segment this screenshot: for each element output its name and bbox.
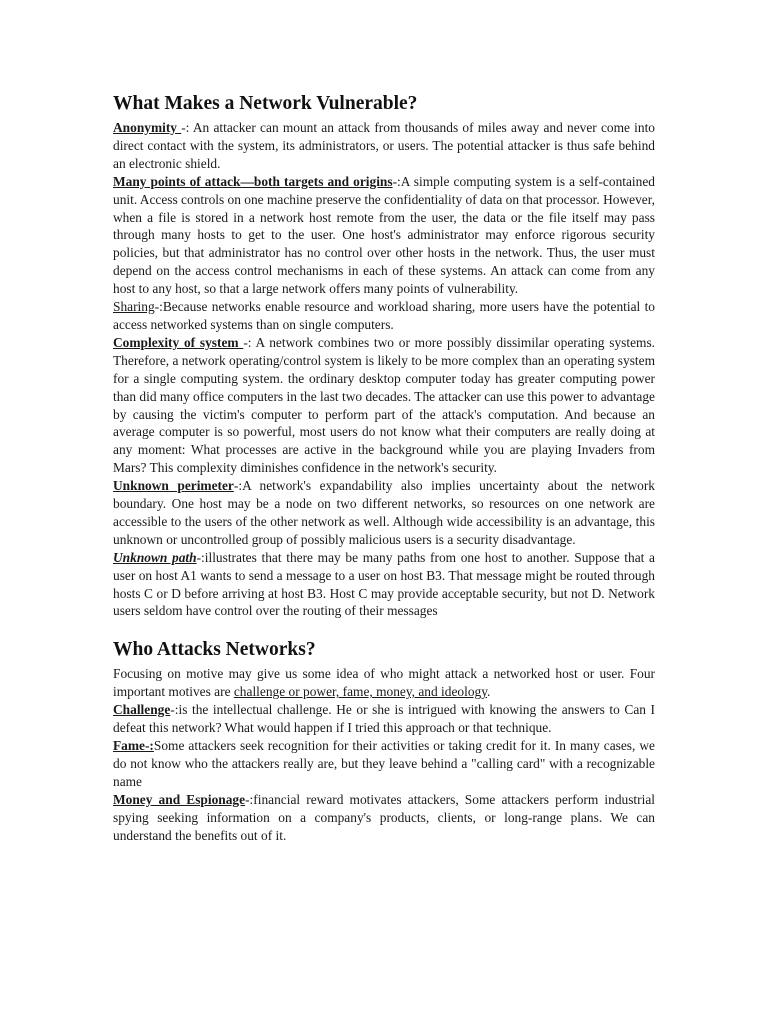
term-separator: -: [243, 334, 252, 350]
term-sharing: Sharing [113, 299, 155, 315]
term-unknown-path: Unknown path [113, 549, 197, 565]
paragraph-text: An attacker can mount an attack from thousands of miles away and never come into direct contact with the system, its administrators, or users. The potential attacker is thus safe behind an electronic shield. [113, 120, 656, 171]
term-separator: -: [233, 478, 243, 494]
document-page [113, 92, 655, 844]
intro-end: . [487, 684, 491, 700]
term-many-points: Many points of attack—both targets and origins [113, 173, 393, 189]
term-separator: -: [196, 549, 205, 565]
paragraph-text: illustrates that there may be many paths from one host to another. Suppose that a user on host A1 wants to send a message to a user on host B3. That message might be routed through hosts C or D before arriving at host B3. Host C may provide acceptable security, but not D. Network users seldom have control over the routing of their messages [113, 549, 655, 619]
paragraph-text: is the intellectual challenge. He or she is intrigued with knowing the answers to Can I defeat this network? What would happen if I tried this approach or that technique. [113, 702, 655, 736]
term-fame: Fame-: [113, 738, 154, 753]
term-anonymity: Anonymity [113, 120, 182, 135]
paragraph-text: Because networks enable resource and workload sharing, more users have the potential to access networked systems than on single computers. [113, 299, 655, 332]
paragraph-text: financial reward motivates attackers, Some attackers perform industrial spying seeking information on a company's products, clients, or long-range plans. We can understand the benefits out of it. [113, 791, 655, 843]
paragraph-intro [113, 665, 655, 701]
term-separator: -: [392, 173, 401, 189]
paragraph-sharing [113, 298, 655, 334]
paragraph-anonymity [113, 119, 655, 173]
paragraph-unknown-perimeter [113, 477, 655, 549]
term-separator: -: [170, 702, 179, 718]
paragraph-challenge [113, 701, 655, 737]
paragraph-text: A simple computing system is a self-contained unit. Access controls on one machine preserve the confidentiality of data on that processor. However, when a file is stored in a network host remote from the user, the data or the file itself may pass through many hosts to get to the user. One host's administrator may enforce rigorous security policies, but that administrator has no control over other hosts in the network. Thus, the user must depend on the access control mechanisms in each of these systems. An attack can come from any host to any host, so that a large network offers many points of vulnerability. [113, 173, 655, 297]
term-separator: -: [154, 299, 163, 315]
term-money-espionage: Money and Espionage [113, 791, 246, 807]
intro-text: Focusing on motive may give us some idea of who might attack a networked host or user. Four important motives are [113, 666, 655, 700]
term-complexity: Complexity of system [113, 334, 244, 350]
term-unknown-perimeter: Unknown perimeter [113, 478, 234, 494]
paragraph-text: A network's expandability also implies uncertainty about the network boundary. One host may be a node on two different networks, so resources on one network are accessible to the users of the other network as well. Although wide accessibility is an advantage, this unknown or uncontrolled group of possibly malicious users is a security disadvantage. [113, 478, 655, 547]
paragraph-many-points [113, 173, 655, 298]
section-title-attackers: Who Attacks Networks? [113, 639, 316, 661]
term-challenge: Challenge [113, 702, 171, 718]
paragraph-money [113, 791, 655, 845]
paragraph-unknown-path [113, 549, 655, 621]
paragraph-complexity [113, 334, 655, 477]
term-separator: -: [181, 120, 190, 135]
term-separator: -: [245, 791, 254, 807]
motives-list: challenge or power, fame, money, and ideology [233, 684, 488, 700]
paragraph-text: Some attackers seek recognition for their activities or taking credit for it. In many cases, we do not know who the attackers really are, but they leave behind a "calling card" with a recognizable name [113, 738, 655, 789]
paragraph-fame [113, 737, 655, 791]
paragraph-text: A network combines two or more possibly dissimilar operating systems. Therefore, a network operating/control system is likely to be more complex than an operating system for a single computing system. the ordinary desktop computer today has greater computing power than did many office computers in the last two decades. The attacker can use this power to advantage by causing the victim's computer to perform part of the attack's computation. And because an average computer is so powerful, most users do not know what their computers are really doing at any moment: What processes are active in the background while you are playing Invaders from Mars? This complexity diminishes confidence in the network's security. [113, 334, 656, 476]
section-title-vulnerable: What Makes a Network Vulnerable? [113, 93, 418, 114]
